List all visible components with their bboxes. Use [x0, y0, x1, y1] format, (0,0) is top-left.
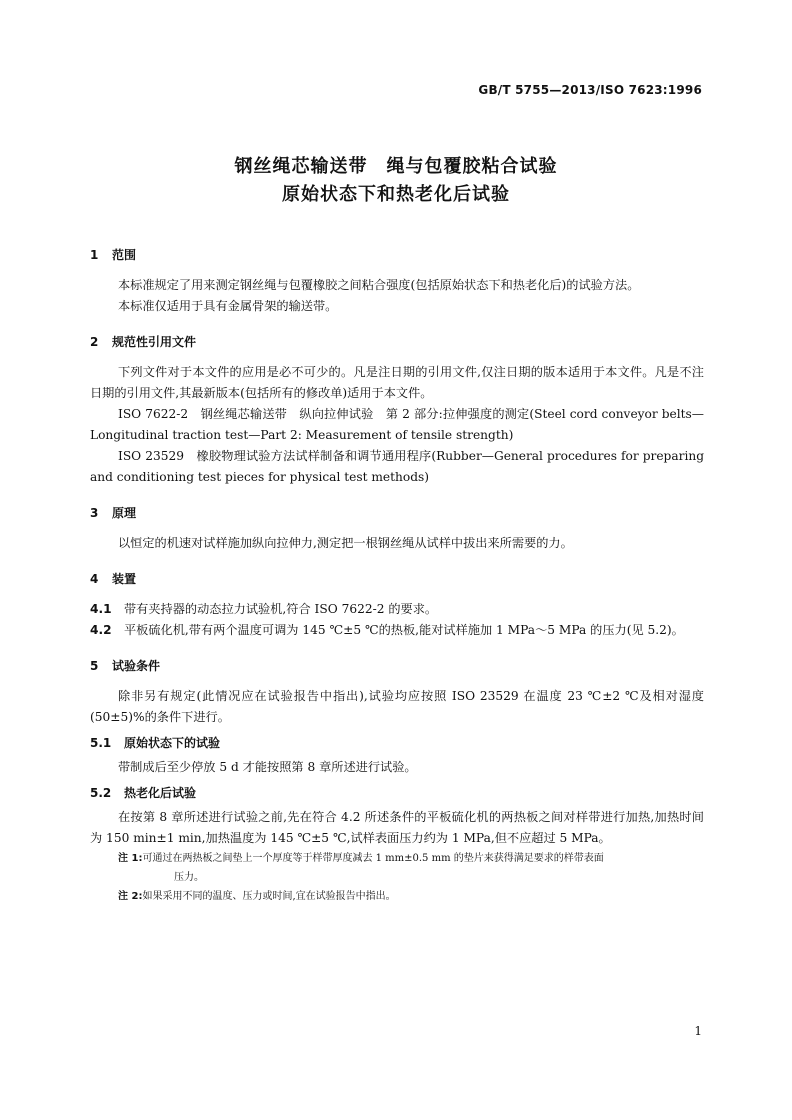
section-3-paragraph-1: 以恒定的机速对试样施加纵向拉伸力,测定把一根钢丝绳从试样中拔出来所需要的力。 [118, 536, 573, 550]
subsection-number: 5.1 [90, 736, 112, 750]
section-title: 试验条件 [112, 659, 161, 673]
note-2 [90, 887, 704, 906]
section-title: 范围 [112, 248, 137, 262]
note-label: 注 2: [118, 891, 143, 902]
reference-iso-23529: ISO 23529 橡胶物理试验方法试样制备和调节通用程序(Rubber—General procedures for preparing and conditioning test pieces for physical test methods) [90, 449, 704, 484]
item-number: 4.1 [90, 602, 112, 616]
document-title-line1: 钢丝绳芯输送带 绳与包覆胶粘合试验 [234, 156, 558, 177]
section-3-heading [90, 504, 704, 521]
item-text: 带有夹持器的动态拉力试验机,符合 ISO 7622-2 的要求。 [124, 602, 438, 616]
section-number: 5 [90, 659, 99, 673]
section-1-paragraph-2: 本标准仅适用于具有金属骨架的输送带。 [118, 299, 338, 313]
section-number: 1 [90, 248, 99, 262]
section-4-heading [90, 570, 704, 587]
subsection-5-1-paragraph: 带制成后至少停放 5 d 才能按照第 8 章所述进行试验。 [118, 760, 417, 774]
section-title: 装置 [112, 572, 137, 586]
note-label: 注 1: [118, 853, 143, 864]
note-text: 如果采用不同的温度、压力或时间,宜在试验报告中指出。 [142, 891, 396, 902]
subsection-5-2-paragraph: 在按第 8 章所述进行试验之前,先在符合 4.2 所述条件的平板硫化机的两热板之间对样带进行加热,加热时间为 150 min±1 min,加热温度为 145 ℃±5 ℃,试样表面压力约为 1 MPa,但不应超过 5 MPa。 [90, 810, 704, 845]
note-text: 压力。 [174, 872, 204, 883]
subsection-title: 原始状态下的试验 [124, 736, 221, 750]
section-title: 规范性引用文件 [112, 335, 197, 349]
document-body [90, 246, 704, 906]
standard-code: GB/T 5755—2013/ISO 7623:1996 [478, 83, 702, 97]
page-number: 1 [694, 1024, 702, 1038]
reference-iso-7622-2: ISO 7622-2 钢丝绳芯输送带 纵向拉伸试验 第 2 部分:拉伸强度的测定(Steel cord conveyor belts—Longitudinal traction test—Part 2: Measurement of tensile strength) [90, 407, 704, 442]
item-4-1 [90, 599, 704, 620]
document-title-line2: 原始状态下和热老化后试验 [282, 184, 510, 205]
section-5-paragraph-1: 除非另有规定(此情况应在试验报告中指出),试验均应按照 ISO 23529 在温度 23 ℃±2 ℃及相对湿度(50±5)%的条件下进行。 [90, 689, 704, 724]
subsection-title: 热老化后试验 [124, 786, 197, 800]
section-number: 4 [90, 572, 99, 586]
section-1-paragraph-1: 本标准规定了用来测定钢丝绳与包覆橡胶之间粘合强度(包括原始状态下和热老化后)的试验方法。 [118, 278, 640, 292]
note-text: 可通过在两热板之间垫上一个厚度等于样带厚度减去 1 mm±0.5 mm 的垫片来获得满足要求的样带表面 [142, 853, 604, 864]
section-2-heading [90, 333, 704, 350]
subsection-5-2-heading [90, 784, 704, 801]
section-number: 3 [90, 506, 99, 520]
section-2-paragraph-1: 下列文件对于本文件的应用是必不可少的。凡是注日期的引用文件,仅注日期的版本适用于本文件。凡是不注日期的引用文件,其最新版本(包括所有的修改单)适用于本文件。 [90, 365, 704, 400]
item-number: 4.2 [90, 623, 112, 637]
section-number: 2 [90, 335, 99, 349]
note-1 [90, 849, 704, 868]
item-4-2 [90, 620, 704, 641]
section-1-heading [90, 246, 704, 263]
section-5-heading [90, 657, 704, 674]
item-text: 平板硫化机,带有两个温度可调为 145 ℃±5 ℃的热板,能对试样施加 1 MPa～5 MPa 的压力(见 5.2)。 [124, 623, 684, 637]
subsection-number: 5.2 [90, 786, 112, 800]
note-1-continuation [90, 868, 704, 887]
subsection-5-1-heading [90, 734, 704, 751]
section-title: 原理 [112, 506, 137, 520]
